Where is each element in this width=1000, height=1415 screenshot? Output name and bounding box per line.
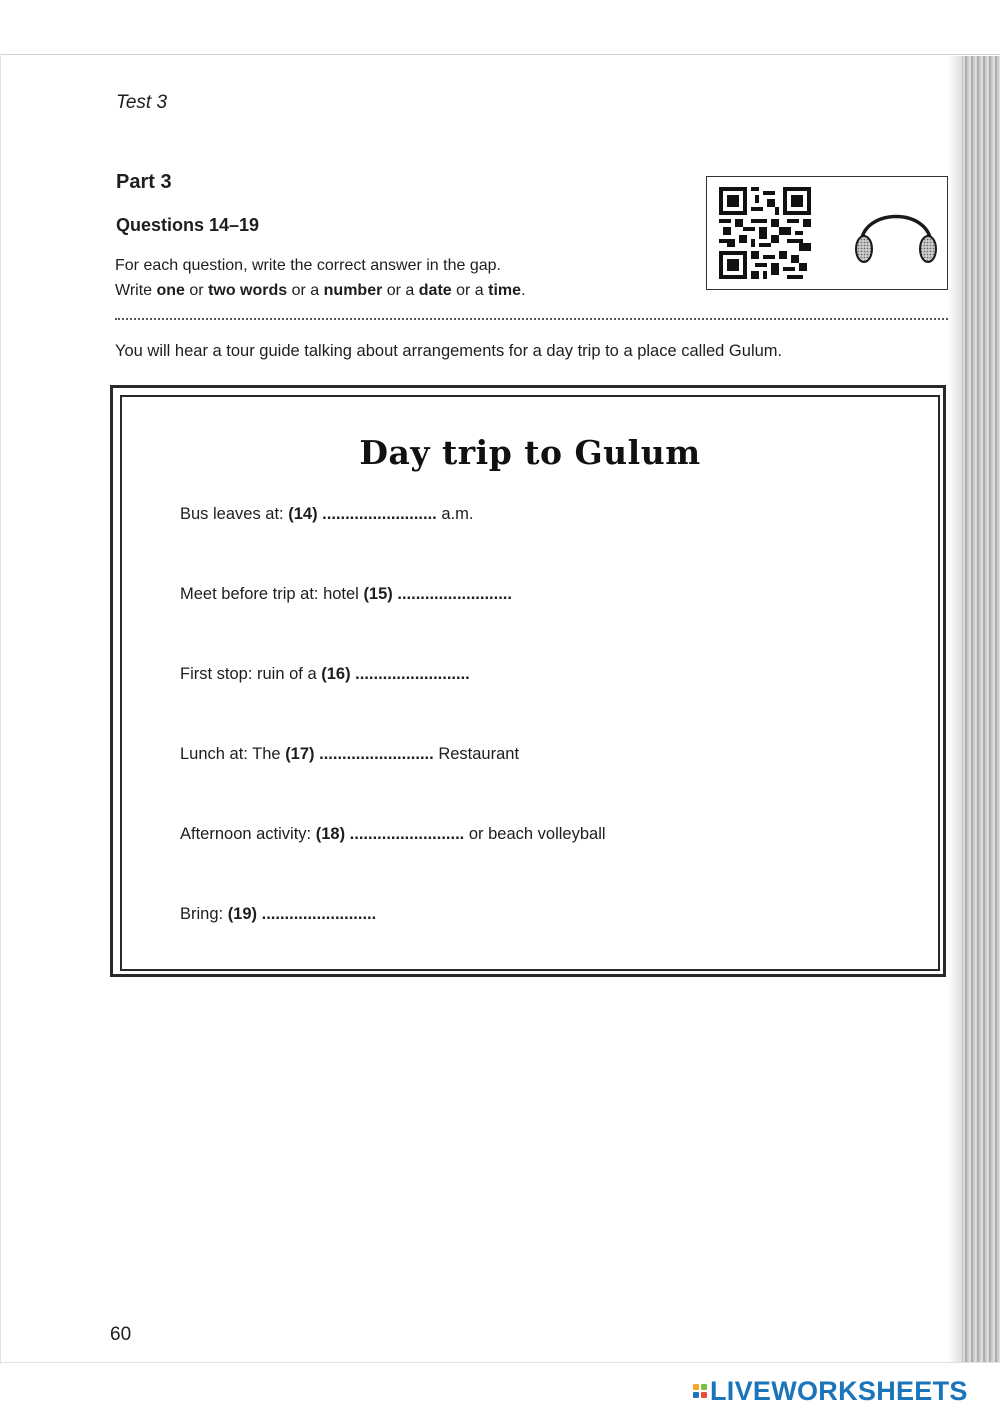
answer-gap-19[interactable]: ......................... — [257, 905, 377, 923]
test-label: Test 3 — [116, 92, 168, 113]
form-row-15: Meet before trip at: hotel (15) ......................... — [180, 585, 512, 603]
intro-text: You will hear a tour guide talking about arrangements for a day trip to a place called Gulum. — [115, 342, 783, 360]
answer-gap-14[interactable]: ......................... — [317, 505, 442, 523]
notes-form — [110, 385, 946, 977]
top-rule — [0, 54, 1000, 55]
section-divider — [115, 318, 948, 320]
answer-gap-18[interactable]: ......................... — [345, 825, 469, 843]
notes-form-inner — [120, 395, 940, 971]
audio-media-box — [706, 176, 948, 290]
form-row-19: Bring: (19) ......................... — [180, 905, 377, 923]
form-row-16: First stop: ruin of a (16) ......................... — [180, 665, 470, 683]
qr-code-icon[interactable] — [719, 187, 811, 279]
logo-grid-icon — [693, 1384, 707, 1398]
answer-gap-15[interactable]: ......................... — [392, 585, 512, 603]
form-title: Day trip to Gulum — [359, 433, 701, 472]
page-edge — [0, 54, 1, 1364]
form-row-18: Afternoon activity: (18) ......................... or beach volleyball — [180, 825, 606, 843]
part-title: Part 3 — [116, 171, 172, 193]
logo-text: LIVEWORKSHEETS — [710, 1375, 968, 1406]
book-binding — [962, 56, 1000, 1362]
instruction-line-2: Write one or two words or a number or a date or a time. — [115, 282, 526, 299]
bottom-rule — [0, 1362, 1000, 1363]
page-number: 60 — [110, 1324, 132, 1345]
answer-gap-16[interactable]: ......................... — [350, 665, 470, 683]
form-row-14: Bus leaves at: (14) ......................... a.m. — [180, 505, 474, 523]
liveworksheets-logo[interactable] — [693, 1375, 968, 1406]
headphones-icon[interactable] — [851, 199, 941, 271]
form-row-17: Lunch at: The (17) ......................... Restaurant — [180, 745, 520, 763]
instruction-line-1: For each question, write the correct answer in the gap. — [115, 257, 501, 274]
answer-gap-17[interactable]: ......................... — [314, 745, 439, 763]
questions-title: Questions 14–19 — [116, 215, 260, 235]
